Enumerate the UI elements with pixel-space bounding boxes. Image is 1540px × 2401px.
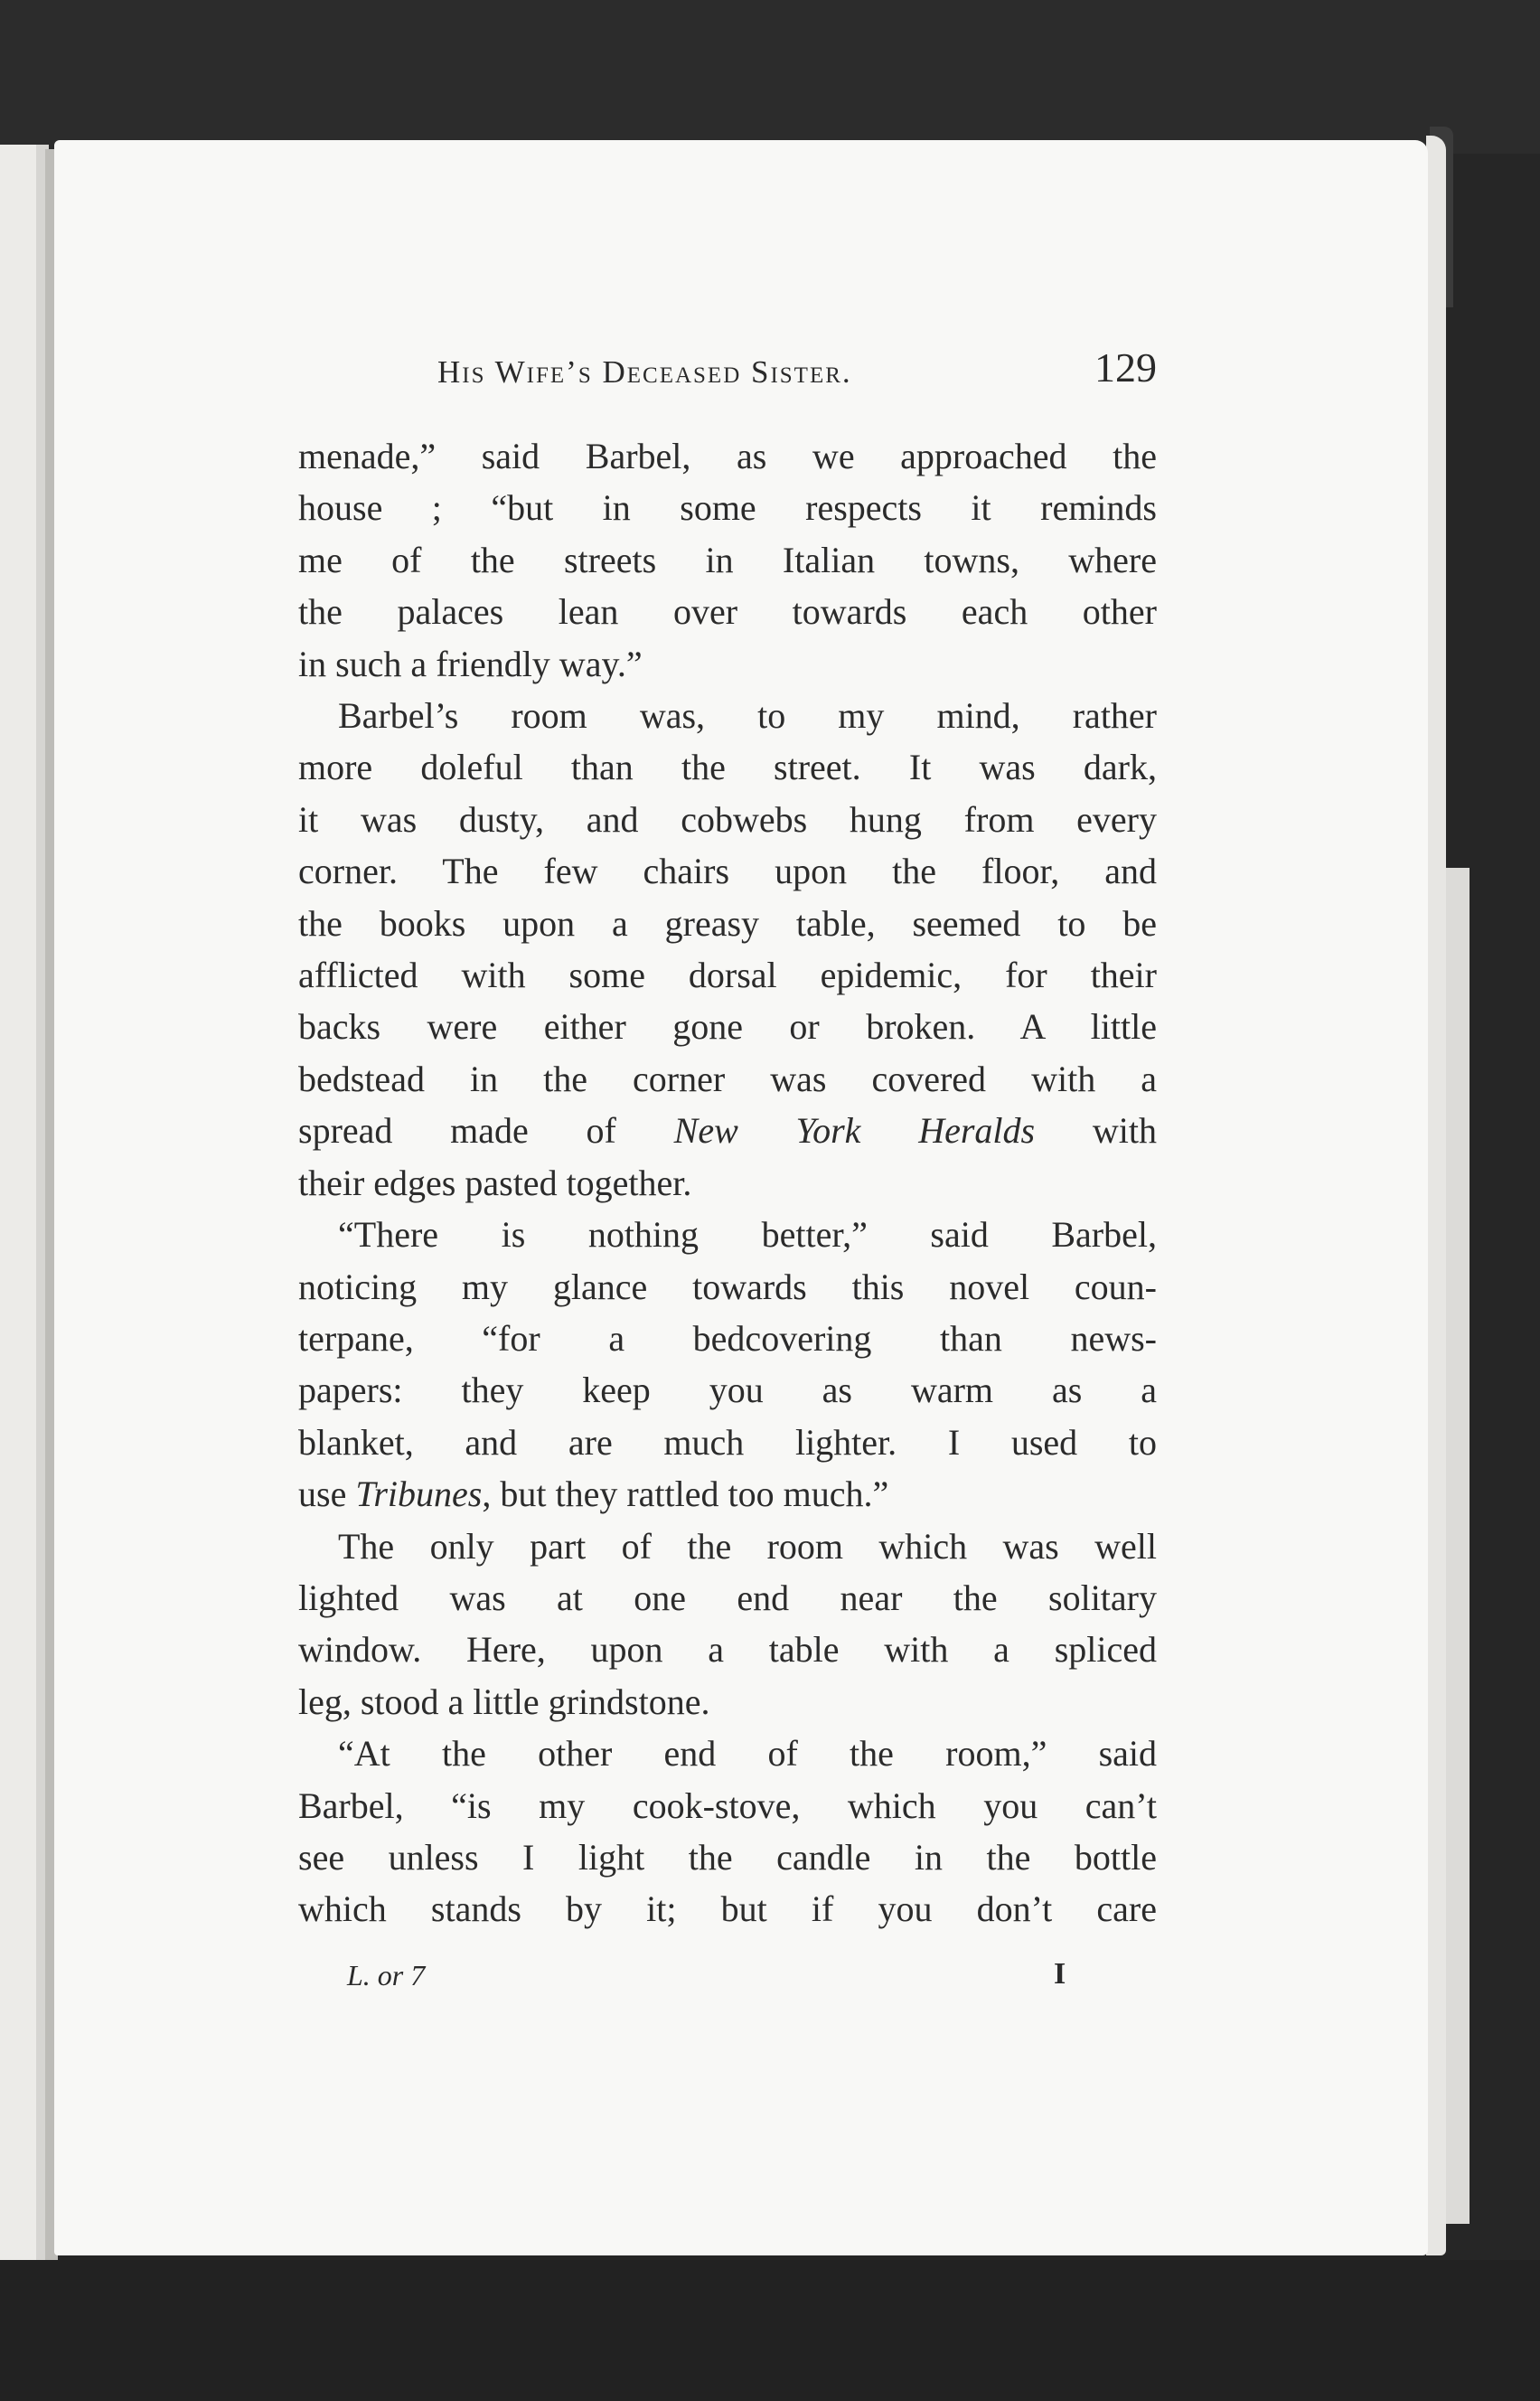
text-run: spread made of — [298, 1110, 674, 1152]
text-line: me of the streets in Italian towns, where — [298, 539, 1157, 580]
text-line: corner. The few chairs upon the floor, and — [298, 851, 1157, 892]
text-line: window. Here, upon a table with a spliced — [298, 1629, 1157, 1671]
text-line: lighted was at one end near the solitary — [298, 1577, 1157, 1618]
text-run: use — [298, 1474, 356, 1515]
text-line: “There is nothing better,” said Barbel, — [338, 1214, 1157, 1256]
paragraph-3 — [298, 1209, 1157, 1520]
signature-mark: L. or 7 — [347, 1959, 426, 1991]
text-line: “At the other end of the room,” said — [338, 1733, 1157, 1775]
text-line: in such a friendly way.” — [298, 643, 643, 684]
text-line: the palaces lean over towards each other — [298, 591, 1157, 633]
text-line: Barbel’s room was, to my mind, rather — [338, 695, 1157, 737]
text-line-with-italic — [298, 1105, 1157, 1156]
text-line: blanket, and are much lighter. I used to — [298, 1421, 1157, 1463]
text-run: with — [1035, 1110, 1157, 1152]
page-header — [298, 342, 1157, 405]
text-line: house ; “but in some respects it reminds — [298, 487, 1157, 529]
text-run: , but they rattled too much.” — [482, 1474, 889, 1515]
text-line: leg, stood a little grindstone. — [298, 1681, 710, 1722]
paragraph-5 — [298, 1728, 1157, 1935]
text-line: their edges pasted together. — [298, 1162, 692, 1203]
page-stack-edge — [1442, 868, 1470, 2224]
running-head: His Wife’s Deceased Sister. — [437, 354, 852, 390]
text-line-with-italic — [298, 1468, 1157, 1520]
paragraph-1 — [298, 430, 1157, 690]
text-line: more doleful than the street. It was dark, — [298, 747, 1157, 788]
text-line: afflicted with some dorsal epidemic, for their — [298, 955, 1157, 996]
text-line: menade,” said Barbel, as we approached the — [298, 436, 1157, 476]
page-number: 129 — [1094, 344, 1157, 391]
text-line: terpane, “for a bedcovering than news- — [298, 1317, 1157, 1359]
text-line: The only part of the room which was well — [338, 1525, 1157, 1567]
text-line: see unless I light the candle in the bottle — [298, 1836, 1157, 1878]
text-line: Barbel, “is my cook-stove, which you can’t — [298, 1784, 1157, 1826]
text-line: bedstead in the corner was covered with a — [298, 1058, 1157, 1099]
gathering-mark: I — [1054, 1957, 1066, 1991]
text-line: backs were either gone or broken. A little — [298, 1006, 1157, 1048]
dark-backdrop-top — [0, 0, 1540, 154]
text-line: it was dusty, and cobwebs hung from every — [298, 798, 1157, 840]
italic-title-new-york-heralds: New York Heralds — [673, 1110, 1036, 1152]
text-line: which stands by it; but if you don’t care — [298, 1888, 1157, 1930]
body-text — [298, 430, 1157, 1935]
text-line: the books upon a greasy table, seemed to be — [298, 902, 1157, 944]
paragraph-4 — [298, 1521, 1157, 1728]
text-line: noticing my glance towards this novel coun- — [298, 1266, 1157, 1307]
text-line: papers: they keep you as warm as a — [298, 1370, 1157, 1411]
dark-backdrop-bottom — [0, 2260, 1540, 2401]
page-right-edge — [1426, 136, 1446, 2255]
italic-title-tribunes: Tribunes — [355, 1474, 483, 1515]
paragraph-2 — [298, 690, 1157, 1209]
